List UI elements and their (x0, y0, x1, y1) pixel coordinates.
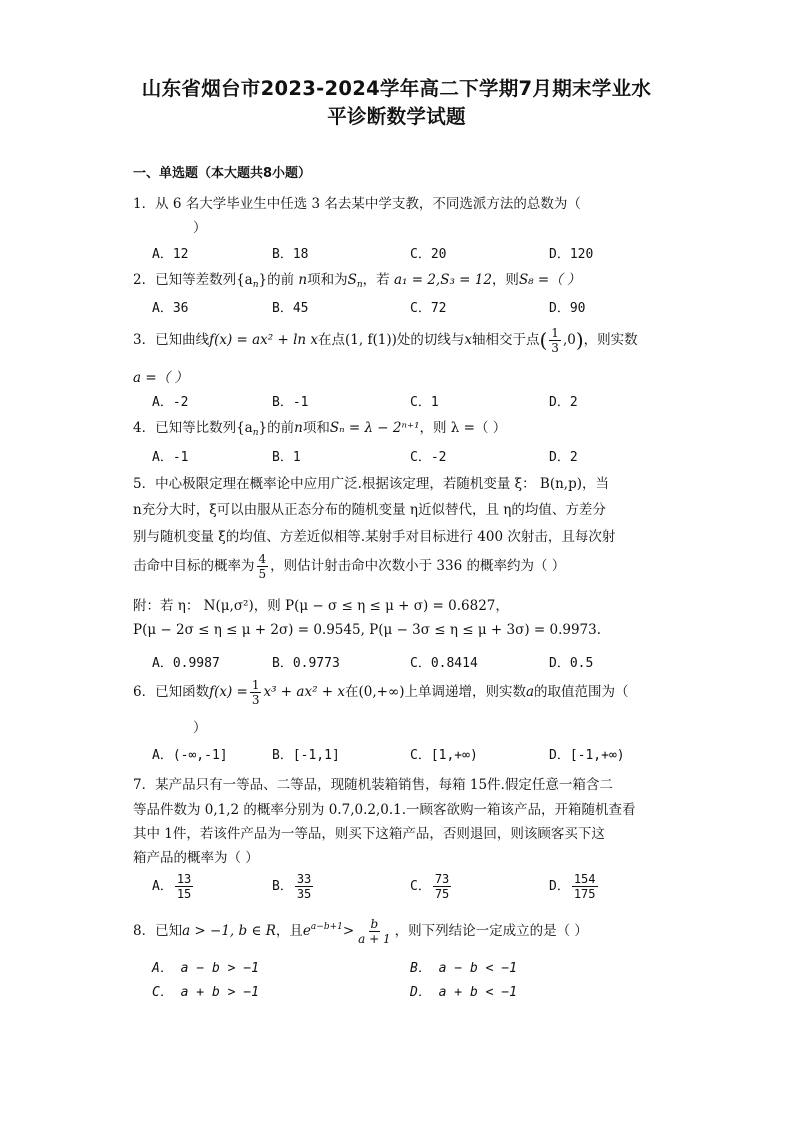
q5-note-line-2: P(μ − 2σ ≤ η ≤ μ + 2σ) = 0.9545, P(μ − 3σ ≤ η ≤ μ + 3σ) = 0.9973. (133, 622, 602, 638)
q6-fraction: $\frac{1}{3}$ (251, 678, 260, 707)
q4-option-c: C．-2 (410, 450, 447, 465)
q5-fraction: $\frac{4}{5}$ (258, 552, 267, 581)
q3-option-d: D．2 (549, 395, 578, 410)
q1-line-2: ） (193, 220, 207, 236)
q1-line-1: 1．从 6 名大学毕业生中任选 3 名去某中学支教，不同选派方法的总数为（ (133, 196, 581, 212)
q5-line-3: 别与随机变量 ξ的均值、方差近似相等.某射手对目标进行 400 次射击，且每次射 (133, 529, 616, 545)
q7-option-b: B． $\frac{33}{35}$ (272, 872, 312, 901)
q3-point: (1, f(1)) (345, 332, 397, 348)
q2-ask: S₈ =（ ） (518, 272, 581, 288)
q7-line-3: 其中 1件，若该件产品为一等品，则买下这箱产品，否则退回，则该顾客买下这 (133, 826, 605, 842)
q8-option-c: C． a + b > −1 (152, 985, 259, 1000)
q8-option-d: D． a + b < −1 (410, 985, 517, 1000)
q1-option-c: C．20 (410, 247, 447, 262)
q6-option-b: B．[-1,1] (272, 748, 340, 763)
q2-option-b: B．45 (272, 301, 309, 316)
q8-option-b: B． a − b < −1 (410, 961, 517, 976)
q1-option-b: B．18 (272, 247, 309, 262)
q6-option-a: A．(-∞,-1] (152, 748, 228, 763)
q7-line-1: 7．某产品只有一等品、二等品，现随机装箱销售，每箱 15件.假定任意一箱含二 (133, 777, 613, 793)
q3-option-b: B．-1 (272, 395, 309, 410)
q7-line-4: 箱产品的概率为（ ） (133, 850, 259, 866)
q4-option-a: A．-1 (152, 450, 189, 465)
q2-stem: 2．已知等差数列$\{a_n\}$的前 n项和为$S_n$，若 a₁ = 2,S₃ = 12，则S₈ =（ ） (133, 272, 581, 290)
q7-option-d: D． $\frac{154}{175}$ (549, 872, 596, 901)
q5-line-2: n充分大时，ξ可以由服从正态分布的随机变量 η近似替代，且 η的均值、方差分 (133, 502, 606, 518)
q1-option-d: D．120 (549, 247, 594, 262)
q7-line-2: 等品件数为 0,1,2 的概率分别为 0.7,0.2,0.1.一顾客欲购一箱该产品，开箱随机查看 (133, 802, 636, 818)
q8-option-a: A． a − b > −1 (152, 961, 259, 976)
q4-option-b: B．1 (272, 450, 301, 465)
q8-fraction: $\frac{b}{a + 1}$ (358, 917, 391, 946)
q5-note-line-1: 附：若 η： N(μ,σ²)，则 P(μ − σ ≤ η ≤ μ + σ) = 0.6827， (133, 598, 509, 614)
q6-interval: (0,+∞) (358, 684, 405, 700)
q4-sum: Sₙ = λ − 2ⁿ⁺¹ (329, 420, 420, 436)
q5-option-d: D．0.5 (549, 656, 594, 671)
q5-option-a: A．0.9987 (152, 656, 220, 671)
q2-option-d: D．90 (549, 301, 586, 316)
q4-option-d: D．2 (549, 450, 578, 465)
exam-title-line-2: 平诊断数学试题 (327, 105, 466, 128)
q4-stem: 4．已知等比数列$\{a_n\}$的前n项和Sₙ = λ − 2ⁿ⁺¹，则 λ =（ ） (133, 420, 507, 438)
q5-option-c: C．0.8414 (410, 656, 478, 671)
q3-option-a: A．-2 (152, 395, 189, 410)
q7-option-c: C． $\frac{73}{75}$ (410, 872, 450, 901)
q2-condition: a₁ = 2,S₃ = 12 (393, 272, 492, 288)
exam-title-line-1: 山东省烟台市2023-2024学年高二下学期7月期末学业水 (141, 77, 652, 100)
q2-option-c: C．72 (410, 301, 447, 316)
q2-option-a: A．36 (152, 301, 189, 316)
q3-function: f(x) = ax² + ln x (209, 332, 319, 348)
q7-option-a: A． $\frac{13}{15}$ (152, 872, 192, 901)
q1-option-a: A．12 (152, 247, 189, 262)
q6-option-c: C．[1,+∞) (410, 748, 478, 763)
q8-condition: a > −1, b ∈ R (182, 923, 276, 939)
q6-line-2: ） (193, 720, 207, 736)
q6-stem: 6．已知函数f(x) = $\frac{1}{3}$ x³ + ax² + x在(0,+∞)上单调递增，则实数a的取值范围为（ (133, 678, 629, 707)
q3-fraction: $\frac{1}{3}$ (551, 326, 559, 355)
q3-stem: 3．已知曲线f(x) = ax² + ln x在点(1, f(1))处的切线与x轴相交于点( $\frac{1}{3}$ ,0)，则实数 (133, 326, 638, 355)
q3-line-2: a =（ ） (133, 370, 188, 386)
q3-option-c: C．1 (410, 395, 439, 410)
q8-stem: 8．已知a > −1, b ∈ R，且$e^{a-b+1}>$ $\frac{b}{a + 1}$ ，则下列结论一定成立的是（ ） (133, 917, 588, 946)
q6-option-d: D．[-1,+∞) (549, 748, 625, 763)
q5-option-b: B．0.9773 (272, 656, 340, 671)
q5-line-4: 击命中目标的概率为 $\frac{4}{5}$ ，则估计射击命中次数小于 336 的概率约为（ ） (133, 552, 566, 581)
q5-line-1: 5．中心极限定理在概率论中应用广泛.根据该定理，若随机变量 ξ： B(n,p)，当 (133, 476, 609, 492)
section-heading: 一、单选题（本大题共8小题） (133, 166, 312, 181)
